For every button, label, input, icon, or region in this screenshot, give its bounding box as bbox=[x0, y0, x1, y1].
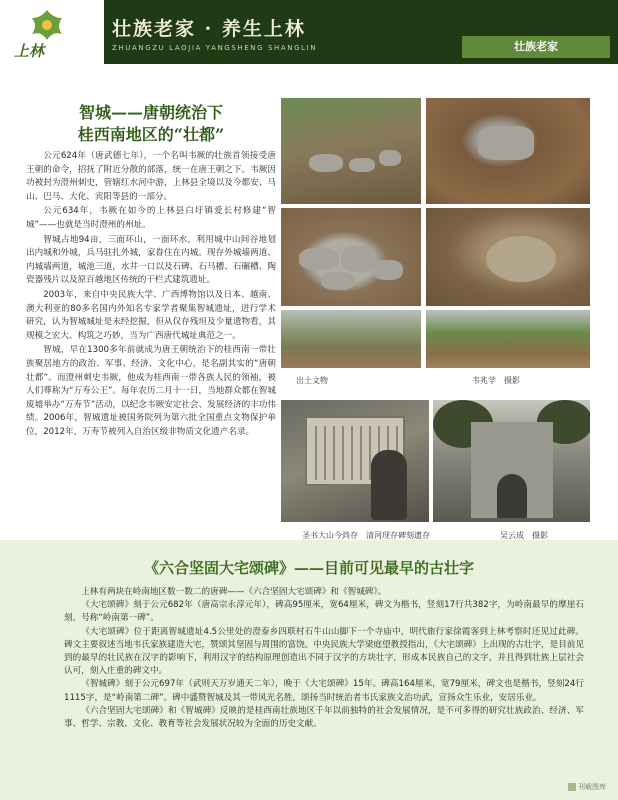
flower-logo-icon bbox=[22, 6, 72, 44]
section-tab: 壮族老家 bbox=[462, 36, 610, 58]
photo-stone-trough bbox=[426, 208, 590, 306]
article1-title-line2: 桂西南地区的“壮都” bbox=[77, 125, 225, 144]
article1-paragraph: 2003年，来自中央民族大学、广西博物馆以及日本、越南、澳大利亚的80多名国内外知名专家学者聚集智城遗址，进行学术研究，认为智城城址是未经挖掘，但从仅存残垣及少量遗物看，其规模之宏大、构筑之巧妙，当为广西唐代城址典范之一。 bbox=[26, 289, 276, 341]
article2-paragraph: 《大宅颂碑》刻于公元682年（唐高宗永淳元年），碑高95厘米，宽64厘米，碑文为楷书，竖刻17行共382字，为岭南最早的摩崖石刻，号称“岭南第一碑”。 bbox=[64, 600, 584, 624]
article2-body bbox=[64, 586, 584, 731]
page-header bbox=[0, 0, 618, 64]
photo-excavation-site bbox=[281, 98, 421, 204]
photo-caption: 出土文物 bbox=[296, 376, 328, 385]
logo-text: 上林 bbox=[14, 42, 45, 60]
photo-caption: 圣书大山今尚存 清河现存碑刻遗存 bbox=[302, 531, 430, 540]
article2-title: 《六合坚固大宅颂碑》——目前可见最早的古壮字 bbox=[143, 559, 474, 577]
photo-stone-tablet bbox=[281, 400, 429, 522]
article1-paragraph: 智城，早在1300多年前就成为唐王朝统治下的桂西南一带壮族聚居地方的政治、军事、经济、文化中心，是名副其实的“唐朝壮都”。而澄州刺史韦厥，他成为桂西南一带各族人民的领袖，被人们尊称为“万寿公王”。每年农历二月十一日，当地群众都在智城废墟举办“万寿节”活动，以纪念韦厥安定社会、发展经济的丰功伟绩。2006年，智城遗址被国务院列为第六批全国重点文物保护单位，2012年，万寿节被列入自治区级非物质文化遗产名录。 bbox=[26, 345, 276, 437]
header-title: 壮族老家 · 养生上林 bbox=[112, 18, 306, 40]
article1-paragraph: 公元624年（唐武德七年），一个名叫韦厥的壮族首领接受唐王朝的命令，招抚了附近分散的部落，统一在唐王朝之下。韦厥因功被封为澄州刺史，管辖红水河中游，上林县全境以及今都安、马山、巴马、大化、宾阳等县的一部分。 bbox=[26, 151, 276, 202]
article1-title-line1: 智城——唐朝统治下 bbox=[78, 103, 223, 122]
article1-body bbox=[26, 150, 276, 440]
photo-credit: 韦兆学 摄影 bbox=[472, 376, 520, 385]
photo-excavation-trench bbox=[426, 310, 590, 368]
photo-stone-fragments bbox=[281, 208, 421, 306]
article2-paragraph: 《智城碑》刻于公元697年（武则天万岁通天二年），晚于《大宅颂碑》15年。碑高164厘米，宽79厘米，碑文也是楷书，竖刻24行1115字，是“岭南第二碑”。碑中盛赞智城及其一带风光名胜，颂扬当时统治者韦氏家族文治功武，宣扬众生乐业，安居乐业。 bbox=[64, 679, 584, 703]
article1-paragraph: 智城占地94亩，三面环山，一面环水，利用城中山间谷地划出内城和外城，兵马驻扎外城，家眷住在内城。现存外城墙两道、内城墙两道，城池三道，水井一口以及石碑、石马槽、石碾槽、陶瓷器残片以及原百越地区传统的干栏式建筑遗址。 bbox=[26, 234, 276, 286]
article1-paragraph: 公元634年，韦厥在如今的上林县白圩镇爱长村修建“智城”——也就是当时澄州的州址。 bbox=[26, 206, 276, 230]
photo-stone-column bbox=[426, 98, 590, 204]
article2-paragraph: 《大宅颂碑》位于距离智城遗址4.5公里处的澄泰乡四联村石牛山山脚下一个寺庙中，明代旅行家徐霞客到上林考察时还见过此碑。碑文主要叙述当地韦氏家族建造大宅，赞颂其坚固与周围的富饶。中央民族大学梁庭望教授指出，《大宅颂碑》上出现的古壮字，是目前见到的最早的壮民族在汉字的影响下，利用汉字的结构原理创造出不同于汉字的方块壮字，形成本民族自己的文字，并且得到壮族上层社会认可，刻入庄重的碑文中。 bbox=[64, 626, 584, 677]
logo bbox=[0, 0, 104, 64]
article1-title bbox=[26, 102, 276, 146]
footer-badge: 刊载图库 bbox=[568, 782, 606, 792]
photo-credit: 吴云成 摄影 bbox=[500, 531, 548, 540]
header-subtitle: ZHUANGZU LAOJIA YANGSHENG SHANGLIN bbox=[112, 44, 318, 52]
article2-paragraph: 《六合坚固大宅颂碑》和《智城碑》反映的是桂西南壮族地区千年以前独特的社会发展情况，是不可多得的研究壮族政治、经济、军事、哲学、宗教、文化、教育等社会发展状况较为全面的历史文献。 bbox=[64, 705, 584, 730]
photo-city-ruins-landscape bbox=[281, 310, 421, 368]
article2-paragraph: 上林有两块在岭南地区数一数二的唐碑——《六合坚固大宅颂碑》和《智城碑》。 bbox=[81, 587, 387, 597]
photo-temple-gate bbox=[433, 400, 590, 522]
